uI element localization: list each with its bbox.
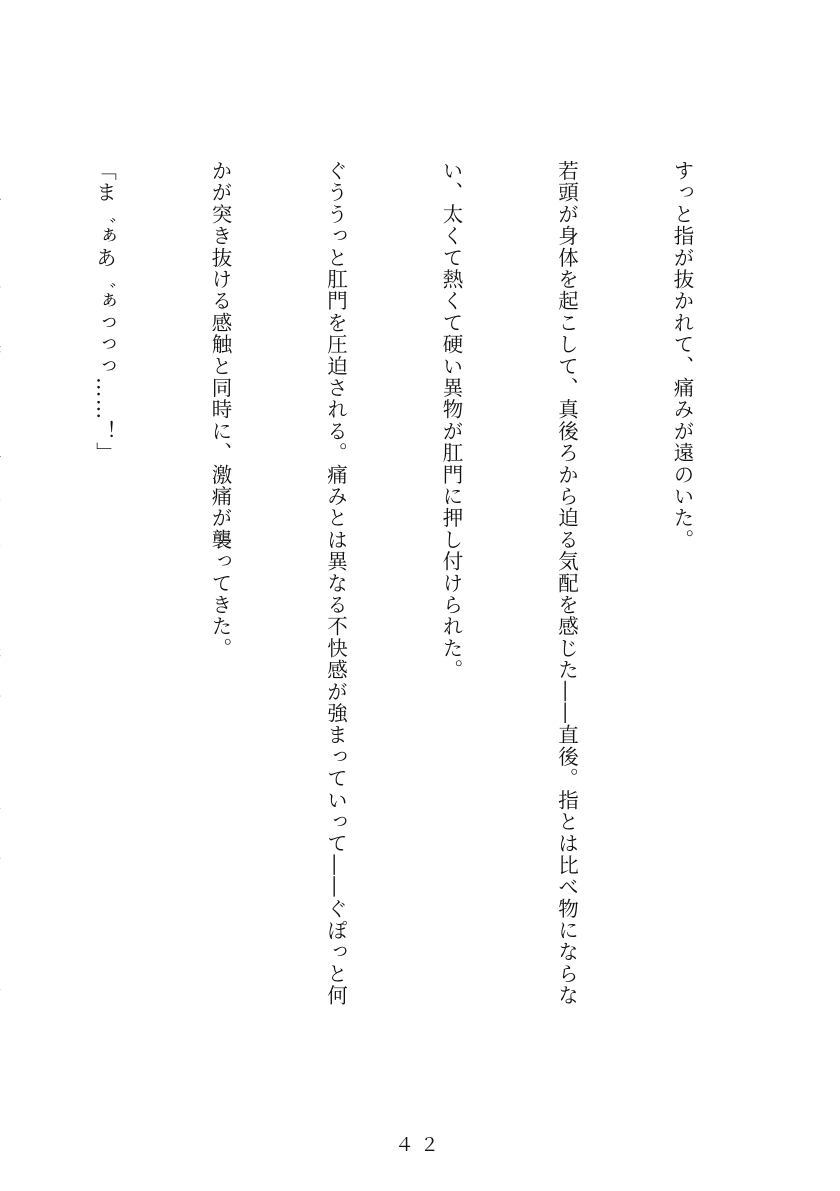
text-line: い、太くて熱くて硬い異物が肛門に押し付けられた。 <box>439 160 463 681</box>
text-line: すっと指が抜かれて、痛みが遠のいた。 <box>670 160 694 551</box>
text-line: 若頭が身体を起こして、真後ろから迫る気配を感じた――直後。指とは比べ物にならな <box>554 160 579 1007</box>
text-line: かが突き抜ける感触と同時に、激痛が襲ってきた。 <box>208 160 232 660</box>
text-line: 「ま゛ぁあ゛ぁっっっ……！」 <box>92 160 117 464</box>
text-line <box>0 160 8 1010</box>
text-line: ぐううっと肛門を圧迫される。痛みとは異なる不快感が強まっていって――ぐぽっと何 <box>323 160 348 1007</box>
vertical-text-body <box>0 160 778 1010</box>
page-number: ４２ <box>394 1134 445 1156</box>
